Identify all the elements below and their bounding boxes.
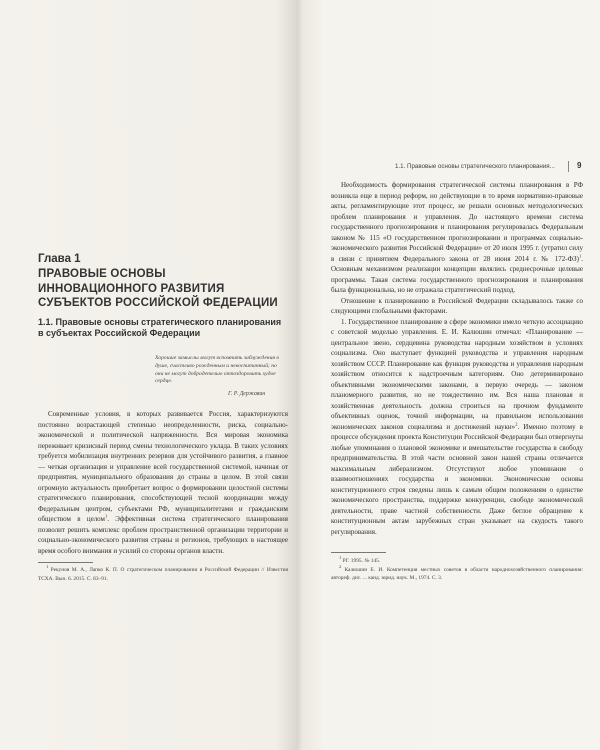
- footnote: $^1$ Рекунов М. А., Лапко К. П. О стратегическом планировании в Российской Федерации // Известия ТСХА. Вып. 6. 2015. С. 83–91.: [38, 564, 288, 582]
- footnote: $^2$ Калюшин Е. И. Компетенция местных советов в области народнохозяйственного планирования: автореф. дис. ... канд. юрид. наук. М., 1974. С. 3.: [331, 563, 583, 581]
- running-head: 1.1. Правовые основы стратегического планирования...: [395, 163, 555, 170]
- right-paragraph: Необходимость формирования стратегической системы планирования в РФ возникла еще в период реформ, но действующие в то время нормативно-правовые акты, регламентирующие этот процесс, не решали основных методологических проблем планирования и управления. До настоящего времени система государственного прогнозирования и планирования регулировалась Федеральным законом № 115 «О государственном прогнозировании и программах социально-экономического развития Российской Федерации» от 20 июля 1995 г. (утратил силу в связи с принятием Федерального закона от 28 июня 2014 г. № 172-ФЗ)$^1$. Основным механизмом реализации концепции являлись среднесрочные целевые программы. Такая система государственного прогнозирования и планирования была функциональна, но не отражала стратегический подход.: [331, 181, 583, 294]
- section-title: 1.1. Правовые основы стратегического планирования в субъектах Российской Федерации: [38, 317, 282, 338]
- left-body-text: [38, 409, 288, 556]
- right-paragraph: 1. Государственное планирование в сфере экономики имело четкую ассоциацию с советской моделью управления. Е. И. Калюшин отмечал: «Планирование — центральное звено, сердцевина руководства народным хозяйством в условиях социализма. Оно выступает функцией руководства и управления народным хозяйством СССР. Планирование как функция руководства и управления народным хозяйством относится к надстроечным категориям. Оно детерминировано объективными экономическими законами, в первую очередь — законом планомерного развития, но не тождественно им. Вся наша плановая и хозяйственная деятельность должна строиться на прочном фундаменте объективных оценок, точной информации, на правильном использовании экономических законов социализма и достижений науки»$^2$. Именно поэтому в процессе обсуждения проекта Конституции Российской Федерации был отвергнуты любые упоминания о плановой экономике и вмешательстве государства в свободу предпринимательства. В этой части основной закон нашей страны отличается максимальным либерализмом. Отсутствуют любое упоминание о взаимоотношениях государства и экономики. Экономические основы конституционного строя сведены лишь к самым общим положениям о единстве экономического пространства, поддержке конкуренции, свободе экономической деятельности, праве частной собственности. Даже беглое обращение к конституционным актам зарубежных стран указывает на скудость такого регулирования.: [331, 317, 583, 536]
- left-paragraph: Современные условия, в которых развивается Россия, характеризуются постоянно возрастающей степенью неопределенности, риска, социально-экономической и политической напряженности. Вся мировая экономика переживает кризисный период смены технологического уклада. В таких условиях требуется мобилизация внутренних резервов для устойчивого развития, а главное — четкая организация и управление всей государственной системой, начиная от предприятия, муниципального образования до страны в целом. В этой связи огромную актуальность приобретает вопрос о формировании целостной системы стратегического планирования, способствующей тесной координации между Федеральным центром, субъектами РФ, муниципалитетами и гражданским обществом в целом$^1$. Эффективная система стратегического планирования позволит решить комплекс проблем пространственной организации территории и социально-экономического развития страны и регионов, требующих в настоящее время особого внимания и усилий со стороны органов власти.: [38, 410, 288, 555]
- epigraph-author: Г. Р. Державин: [228, 391, 266, 397]
- footnote-ref: 2: [515, 421, 518, 427]
- running-head-divider: [568, 161, 569, 172]
- epigraph: Хорошие замыслы могут вспомнить заблуждения в душе, счастливо рожденным и невоспитанный; но они не могут добродетелью отпоздоровить худое сердце.: [155, 355, 279, 385]
- page-number: 9: [577, 161, 582, 170]
- right-page: [303, 0, 600, 750]
- left-page: [0, 0, 297, 750]
- left-footnotes: [38, 566, 288, 583]
- chapter-label: Глава 1: [38, 253, 81, 265]
- right-body-text: [331, 180, 583, 537]
- right-footnotes: [331, 557, 583, 583]
- chapter-title: ПРАВОВЫЕ ОСНОВЫ ИННОВАЦИОННОГО РАЗВИТИЯ СУБЪЕКТОВ РОССИЙСКОЙ ФЕДЕРАЦИИ: [38, 268, 278, 309]
- footnote-divider: [331, 552, 386, 553]
- footnote: $^1$ РГ. 1995. № 145.: [339, 555, 381, 564]
- right-paragraph: Отношение к планированию в Российской Федерации складывалось также со следующими глобальными факторами.: [331, 296, 583, 315]
- footnote-divider: [38, 562, 93, 563]
- footnote-ref: 1: [579, 253, 582, 259]
- footnote-ref: 1: [104, 513, 108, 519]
